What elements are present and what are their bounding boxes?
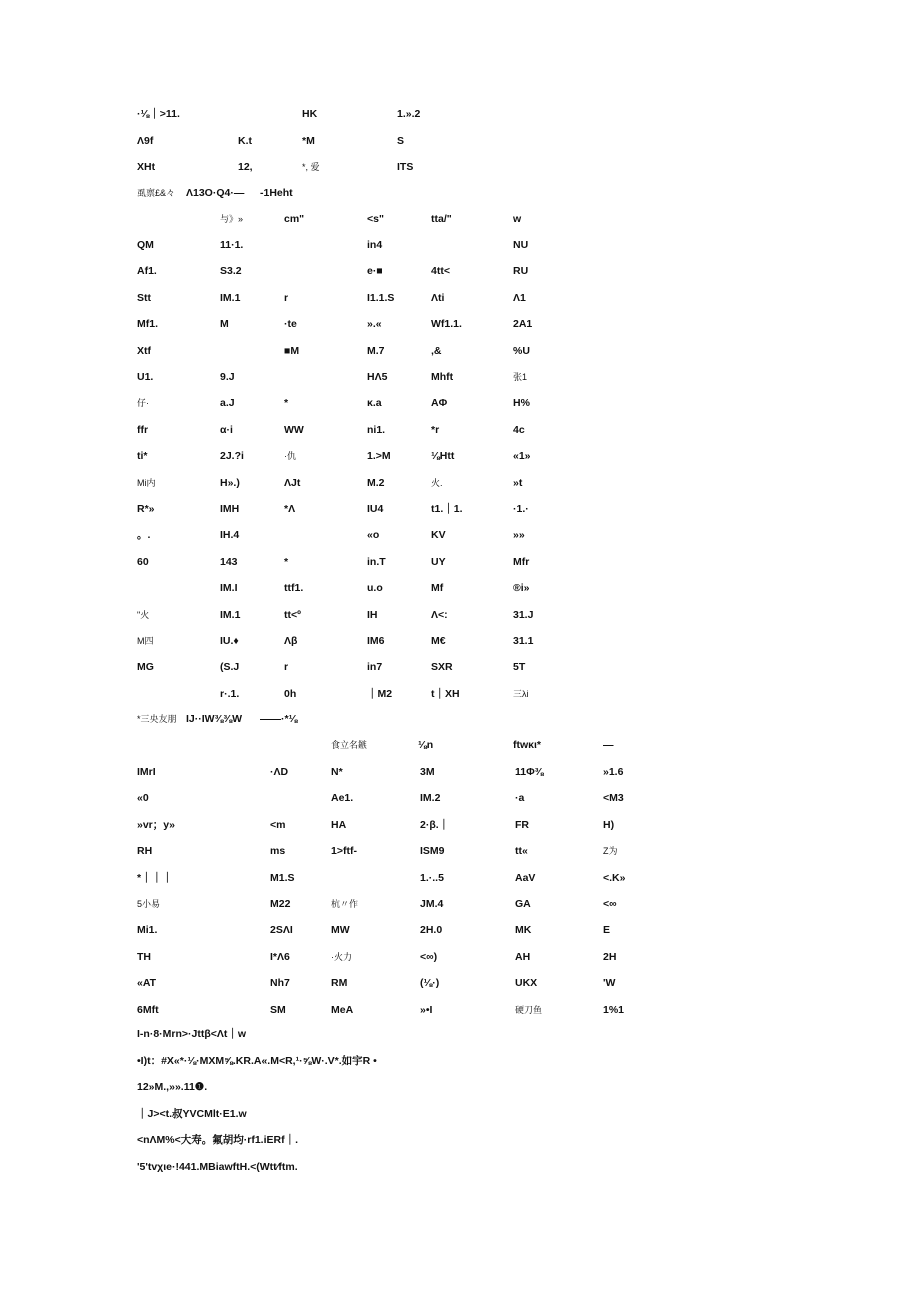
header-row [0,107,920,127]
table-cell: RH [137,845,153,857]
table-cell: 硬刀鱼 [515,1005,543,1015]
table-cell: tt<º [284,609,301,621]
table-cell: «AT [137,977,157,989]
note-line: ｜J><t.叔YVCMlt·E1.w [137,1108,247,1120]
table-cell: IMH [220,503,240,515]
table-row [0,423,920,443]
note-line: <nΛM%<大寿。氟胡均·rf1.iERf｜. [137,1134,299,1146]
section-title: Λ13O·Q4·— [186,187,245,199]
table-cell: ti* [137,450,148,462]
table-cell: 2H [603,951,617,963]
table-cell: 2SΛI [270,924,293,936]
table-cell: 0h [284,688,297,700]
table-cell: ni1. [367,424,386,436]
table-cell: 火. [431,478,443,488]
header-cell: *, 爱 [302,162,320,172]
table-cell: 杭〃作 [331,899,359,909]
table-cell: 5小易 [137,899,161,909]
table-cell: »1.6 [603,766,624,778]
table-cell: (⅛·) [420,977,440,989]
column-header: tta/" [431,213,452,225]
table-cell: ms [270,845,286,857]
table-row [0,528,920,548]
table-cell: I1.1.S [367,292,395,304]
table-cell: »» [513,529,525,541]
table-cell: IH [367,609,378,621]
column-header-row [0,212,920,232]
table-cell: Xtf [137,345,151,357]
table-cell: ·1.· [513,503,529,515]
table-cell: MW [331,924,350,936]
note-line: '5'tvχιe·!441.MBiawftH.<(Wtt⁄ftm. [137,1161,298,1173]
table-cell: r [284,661,289,673]
table-cell: ffr [137,424,149,436]
header-cell: K.t [238,135,252,147]
table-cell: IM.2 [420,792,441,804]
table-cell: <∞) [420,951,438,963]
table-cell: Mfr [513,556,530,568]
table-cell: 。. [137,529,151,541]
table-cell: r·.1. [220,688,240,700]
table-row [0,581,920,601]
column-header: — [603,739,614,751]
table-cell: 2J.?i [220,450,244,462]
table-cell: ttf1. [284,582,304,594]
table-cell: IU4 [367,503,384,515]
table-cell: M22 [270,898,291,910]
table-cell: IM.1 [220,609,241,621]
table-cell: *Λ [284,503,296,515]
table-cell: ⅛Htt [431,450,455,462]
header-cell: 12, [238,161,253,173]
table-cell: 2A1 [513,318,533,330]
table-cell: 5T [513,661,526,673]
table-cell: 1.·..5 [420,872,444,884]
table-cell: M.2 [367,477,385,489]
table-row [0,897,920,917]
table-cell: <.K» [603,872,626,884]
table-cell: Stt [137,292,151,304]
table-cell: ΛJt [284,477,301,489]
table-cell: 4tt< [431,265,450,277]
table-cell: 1.>M [367,450,391,462]
table-cell: UKX [515,977,538,989]
table-cell: α·i [220,424,233,436]
table-cell: 仔· [137,398,149,408]
table-row [0,791,920,811]
table-row [0,871,920,891]
table-cell: H».) [220,477,240,489]
column-header: 与》» [220,214,244,224]
table-cell: Mf [431,582,444,594]
table-cell: 1%1 [603,1004,625,1016]
table-cell: »•I [420,1004,433,1016]
column-header: <s" [367,213,384,225]
table-cell: SXR [431,661,453,673]
table-cell: AH [515,951,531,963]
column-header: cm" [284,213,305,225]
table-row [0,844,920,864]
table-cell: (S.J [220,661,240,673]
table-cell: Λ1 [513,292,526,304]
table-cell: Λβ [284,635,298,647]
section-title: IJ··IW⅜⅜W [186,713,243,725]
table-cell: IMrI [137,766,156,778]
table-cell: SM [270,1004,286,1016]
table-cell: Nh7 [270,977,290,989]
column-header: ⅛n [418,739,434,751]
table-cell: MK [515,924,532,936]
header-cell: Λ9f [137,135,154,147]
table-cell: Z为 [603,846,618,856]
table-row [0,264,920,284]
table-cell: r [284,292,289,304]
column-header: ftwκι* [513,739,542,751]
table-cell: 60 [137,556,149,568]
table-cell: ,& [431,345,442,357]
table-row [0,317,920,337]
table-cell: Mi1. [137,924,158,936]
table-cell: ·te [284,318,297,330]
table-row [0,976,920,996]
table-cell: I*Λ6 [270,951,290,963]
table-cell: HA [331,819,347,831]
table-cell: <m [270,819,286,831]
table-cell: GA [515,898,531,910]
table-cell: * [284,556,289,568]
table-cell: »t [513,477,523,489]
section-title: -1Heht [260,187,293,199]
table-cell: IM.I [220,582,238,594]
header-cell: ·⅛｜>11. [137,108,180,120]
table-cell: 31.1 [513,635,534,647]
table-cell: Mi内 [137,478,156,488]
table-cell: u.o [367,582,383,594]
table-cell: M四 [137,636,154,646]
section-title-row [0,186,920,206]
table-cell: e·■ [367,265,383,277]
section-title: *三央友朋 [137,714,177,724]
table-cell: Mhft [431,371,454,383]
table-cell: ·ΛD [270,766,289,778]
table-cell: ｜M2 [367,688,393,700]
table-cell: ».« [367,318,382,330]
table-cell: *｜｜｜ [137,872,173,884]
table-cell: Mf1. [137,318,158,330]
section-title-row [0,712,920,732]
table-cell: in7 [367,661,383,673]
table-cell: <M3 [603,792,624,804]
table-cell: ®i» [513,582,530,594]
header-cell: S [397,135,405,147]
table-cell: RU [513,265,529,277]
table-cell: IM6 [367,635,385,647]
table-cell: <∞ [603,898,617,910]
table-row [0,555,920,575]
table-cell: H) [603,819,615,831]
table-row [0,476,920,496]
table-cell: QM [137,239,154,251]
table-cell: * [284,397,289,409]
table-cell: «0 [137,792,149,804]
table-cell: »vr；y» [137,819,175,831]
table-cell: 6Mft [137,1004,159,1016]
table-cell: 张1 [513,372,528,382]
table-cell: IU.♦ [220,635,239,647]
table-row [0,370,920,390]
header-cell: HK [302,108,318,120]
table-cell: IH.4 [220,529,240,541]
table-cell: 9.J [220,371,235,383]
header-row [0,160,920,180]
table-cell: UY [431,556,446,568]
table-cell: «o [367,529,380,541]
table-cell: IM.1 [220,292,241,304]
table-cell: M€ [431,635,446,647]
table-cell: a.J [220,397,235,409]
header-cell: *M [302,135,315,147]
table-cell: 11Φ⅜ [515,766,544,778]
header-row [0,134,920,154]
section-title: 虱禀£&々 [137,188,176,198]
table-cell: ·a [515,792,525,804]
table-row [0,687,920,707]
table-row [0,291,920,311]
table-row [0,608,920,628]
table-cell: «1» [513,450,531,462]
note-line: 12»M.,»».11❶. [137,1081,208,1093]
section-title: ——·*⅛ [260,713,298,725]
table-row [0,502,920,522]
table-row [0,449,920,469]
table-cell: U1. [137,371,154,383]
table-row [0,396,920,416]
table-cell: M [220,318,229,330]
table-cell: HΛ5 [367,371,388,383]
table-cell: Af1. [137,265,157,277]
table-cell: AaV [515,872,536,884]
table-row [0,818,920,838]
header-cell: XHt [137,161,156,173]
table-cell: RM [331,977,348,989]
table-cell: t1.｜1. [431,503,463,515]
table-cell: 'W [603,977,616,989]
table-cell: Wf1.1. [431,318,462,330]
table-row [0,923,920,943]
table-cell: 2·β.｜ [420,819,450,831]
table-cell: 3M [420,766,435,778]
table-row [0,1003,920,1023]
table-cell: "火 [137,610,150,620]
table-cell: 11·1. [220,239,244,251]
header-cell: ITS [397,161,414,173]
column-header-row [0,738,920,758]
table-cell: κ.a [367,397,382,409]
table-cell: 4c [513,424,525,436]
table-cell: ·仇 [284,451,296,461]
table-cell: AΦ [431,397,448,409]
table-cell: MG [137,661,154,673]
table-cell: *r [431,424,440,436]
table-cell: MeA [331,1004,354,1016]
table-cell: in.T [367,556,386,568]
table-cell: FR [515,819,529,831]
column-header: 食立名鏃 [331,740,368,750]
table-cell: Λti [431,292,445,304]
table-cell: 2H.0 [420,924,443,936]
table-cell: NU [513,239,529,251]
column-header: w [513,213,522,225]
table-row [0,344,920,364]
table-cell: KV [431,529,446,541]
table-cell: S3.2 [220,265,242,277]
header-cell: 1.».2 [397,108,421,120]
table-cell: M.7 [367,345,385,357]
table-cell: TH [137,951,151,963]
table-cell: in4 [367,239,383,251]
table-cell: M1.S [270,872,295,884]
table-row [0,765,920,785]
table-cell: 1>ftf- [331,845,357,857]
table-cell: JM.4 [420,898,444,910]
note-line: •I)t：#X«*·⅛·MXM⅝.KR.A«.M<R,¹·⅝W·.V*.如宇R • [137,1055,377,1067]
table-cell: N* [331,766,343,778]
table-cell: tt« [515,845,528,857]
table-cell: ISM9 [420,845,445,857]
table-row [0,950,920,970]
table-cell: H% [513,397,530,409]
table-cell: Ae1. [331,792,354,804]
table-cell: R*» [137,503,155,515]
table-cell: ·火力 [331,952,352,962]
table-cell: %U [513,345,530,357]
table-cell: 31.J [513,609,534,621]
note-line: I-n·8·Mrn>·Jttβ<Λt｜w [137,1028,247,1040]
table-row [0,634,920,654]
table-cell: WW [284,424,304,436]
table-row [0,660,920,680]
table-cell: t｜XH [431,688,460,700]
table-cell: 143 [220,556,238,568]
table-cell: Λ<: [431,609,448,621]
table-cell: E [603,924,611,936]
table-cell: 三λi [513,689,529,699]
table-cell: ■M [284,345,300,357]
table-row [0,238,920,258]
